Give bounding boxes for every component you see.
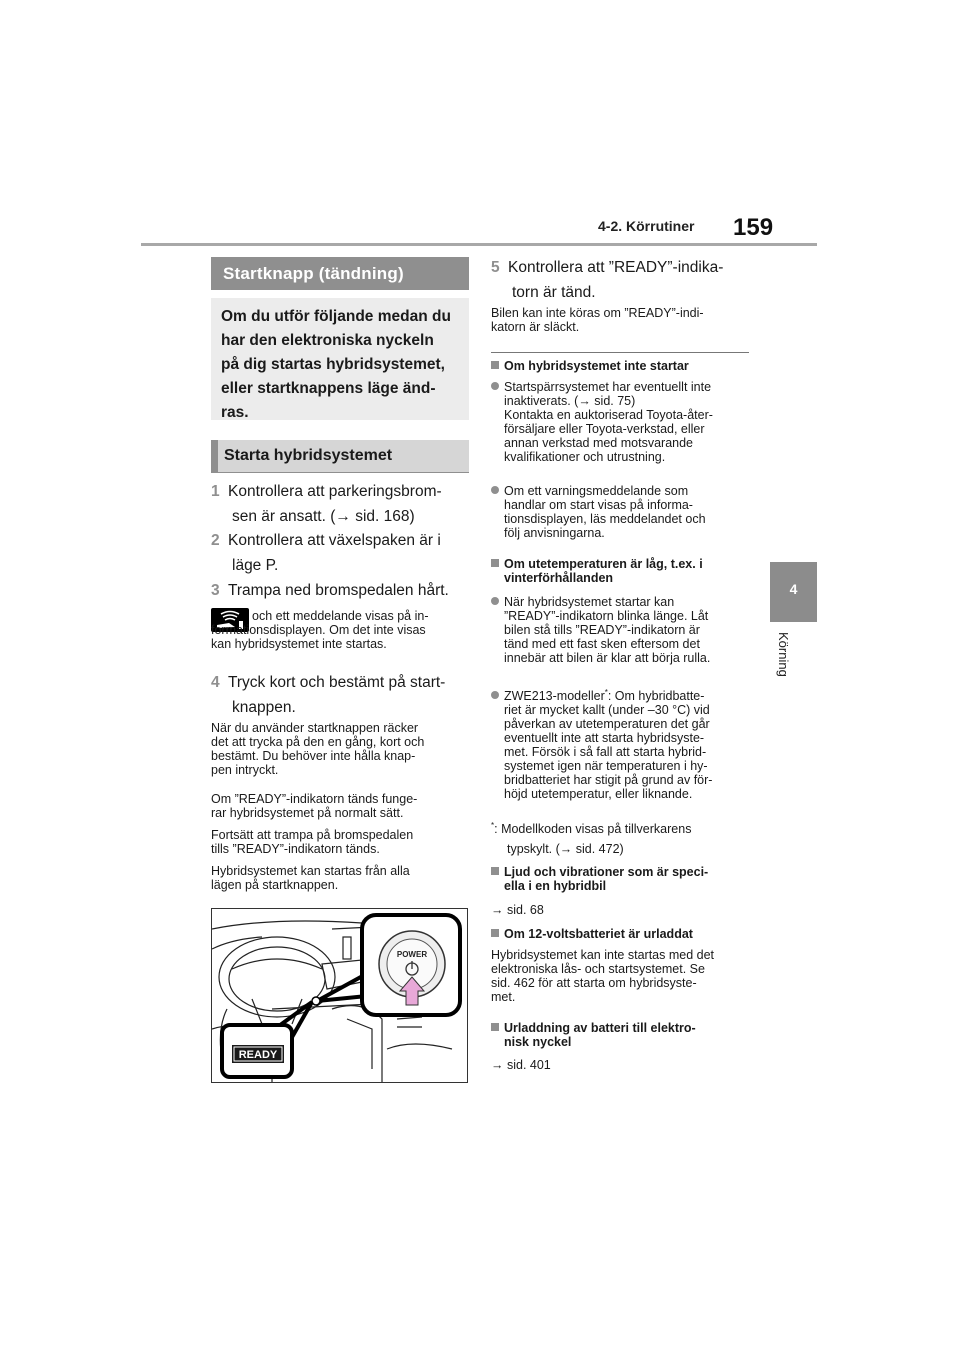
paragraph-line: rar hybridsystemet på normalt sätt. <box>211 806 404 820</box>
footnote <box>491 816 749 859</box>
step-1 <box>211 481 471 528</box>
square-bullet-icon <box>491 1023 499 1031</box>
step-number: 5 <box>491 259 500 276</box>
section-heading-text: Urladdning av batteri till elektro- <box>504 1021 696 1035</box>
bullet-line: påverkan av utetemperaturen det går <box>504 717 710 732</box>
page-number: 159 <box>733 214 774 241</box>
step-4 <box>211 672 471 719</box>
paragraph-line: det att trycka på den en gång, kort och <box>211 735 425 749</box>
paragraph <box>211 828 471 856</box>
step-text: läge P. <box>232 557 279 574</box>
step-5 <box>491 257 749 304</box>
paragraph-line: Om ”READY”-indikatorn tänds funge- <box>211 792 418 806</box>
paragraph-line: Hybridsystemet kan inte startas med det <box>491 948 715 962</box>
note-line: katorn är släckt. <box>491 320 580 334</box>
bullet-line: följ anvisningarna. <box>504 526 605 540</box>
bullet-item <box>491 380 749 464</box>
intro-line: har den elektroniska nyckeln <box>221 332 434 349</box>
step-text: Tryck kort och bestämt på start- <box>228 674 446 691</box>
step-text: knappen. <box>232 699 296 716</box>
paragraph-line: När du använder startknappen räcker <box>211 721 419 735</box>
bullet-line: ZWE213-modeller <box>504 689 605 704</box>
round-bullet-icon <box>491 691 499 699</box>
footnote-text: : Modellkoden visas på tillverkarens <box>494 822 692 837</box>
bullet-line: handlar om start visas på informa- <box>504 498 693 512</box>
note-text: och ett meddelande visas på in- <box>252 609 429 623</box>
intro-line: eller startknappens läge änd- <box>221 380 436 397</box>
step-text: Kontrollera att parkeringsbrom- <box>228 483 442 500</box>
section-heading <box>491 1021 749 1049</box>
main-title: Startknapp (tändning) <box>211 257 469 290</box>
section-rule <box>491 352 749 353</box>
round-bullet-icon <box>491 486 499 494</box>
bullet-line: annan verkstad med motsvarande <box>504 436 693 450</box>
dashboard-illustration <box>211 908 468 1083</box>
reference[interactable]: → sid. 68 <box>491 903 544 917</box>
step-text: sen är ansatt. (→ sid. 168) <box>232 508 415 525</box>
chapter-label <box>776 632 812 692</box>
intro-line: på dig startas hybridsystemet, <box>221 356 445 373</box>
subtitle: Starta hybridsystemet <box>211 440 469 473</box>
note-text: kan hybridsystemet inte startas. <box>211 637 387 651</box>
bullet-item <box>491 595 749 665</box>
step-text: Trampa ned bromspedalen hårt. <box>228 582 449 599</box>
step-number: 3 <box>211 582 220 599</box>
section-heading <box>491 927 749 941</box>
bullet-line: riet är mycket kallt (under –30 °C) vid <box>504 703 710 718</box>
paragraph-line: sid. 462 för att starta om hybridsyste- <box>491 976 697 990</box>
paragraph <box>211 864 471 892</box>
square-bullet-icon <box>491 559 499 567</box>
bullet-line: bilen stå tills ”READY”-indikatorn är <box>504 623 700 637</box>
bullet-line: ”READY”-indikatorn blinka länge. Låt <box>504 609 709 623</box>
note-text: formationsdisplayen. Om det inte visas <box>211 623 426 637</box>
bullet-line: Kontakta en auktoriserad Toyota-åter- <box>504 408 713 422</box>
paragraph-line: lägen på startknappen. <box>211 878 339 892</box>
step-2 <box>211 530 471 577</box>
reference[interactable]: → sid. 401 <box>491 1058 551 1072</box>
bullet-line: met. Försök i så fall att starta hybrid- <box>504 745 707 760</box>
power-button-label: POWER <box>396 950 428 959</box>
bullet-line: försäljare eller Toyota-verkstad, eller <box>504 422 705 436</box>
section-heading-text: vinterförhållanden <box>504 571 614 585</box>
chapter-label-text: Körning <box>776 632 791 677</box>
section-heading <box>491 557 749 585</box>
bullet-line: innebär att bilen är klar att börja rulla. <box>504 651 711 665</box>
square-bullet-icon <box>491 867 499 875</box>
step-text: torn är tänd. <box>512 284 596 301</box>
section-title: 4-2. Körrutiner <box>598 218 695 234</box>
footnote-marker: * <box>491 821 495 830</box>
bullet-item <box>491 686 749 801</box>
ready-indicator-label: READY <box>238 1049 278 1061</box>
intro-box <box>211 298 469 420</box>
bullet-line: När hybridsystemet startar kan <box>504 595 675 609</box>
note-text-block <box>211 623 471 651</box>
section-heading <box>491 865 749 893</box>
paragraph-line: tills ”READY”-indikatorn tänds. <box>211 842 380 856</box>
step-number: 2 <box>211 532 220 549</box>
section-heading-text: Om hybridsystemet inte startar <box>504 359 689 373</box>
round-bullet-icon <box>491 382 499 390</box>
section-heading-text: Om utetemperaturen är låg, t.ex. i <box>504 557 703 571</box>
paragraph <box>211 721 471 777</box>
section-heading-text: Om 12-voltsbatteriet är urladdat <box>504 927 693 941</box>
bullet-line: Startspärrsystemet har eventuellt inte <box>504 380 712 394</box>
bullet-line: bridbatteriet har stigit på grund av för- <box>504 773 713 788</box>
bullet-line: höjd utetemperatur, eller liknande. <box>504 787 693 802</box>
bullet-line: tionsdisplayen, läs meddelandet och <box>504 512 706 526</box>
paragraph-line: Hybridsystemet kan startas från alla <box>211 864 410 878</box>
step-3 <box>211 580 471 602</box>
note-line: Bilen kan inte köras om ”READY”-indi- <box>491 306 704 320</box>
paragraph <box>491 948 749 1004</box>
bullet-line: tänd med ett fast sken eftersom det <box>504 637 700 651</box>
square-bullet-icon <box>491 929 499 937</box>
bullet-line: eventuellt inte att starta hybridsyste- <box>504 731 705 746</box>
intro-line: Om du utför följande medan du <box>221 308 451 325</box>
paragraph-line: pen intryckt. <box>211 763 279 777</box>
intro-line: ras. <box>221 404 249 421</box>
step-text: Kontrollera att växelspaken är i <box>228 532 441 549</box>
section-heading <box>491 359 749 373</box>
bullet-line: kvalifikationer och utrustning. <box>504 450 666 464</box>
paragraph-line: elektroniska lås- och startsystemet. Se <box>491 962 705 976</box>
chapter-number: 4 <box>789 581 798 597</box>
step-number: 4 <box>211 674 220 691</box>
section-heading-text: ella i en hybridbil <box>504 879 607 893</box>
section-heading-text: nisk nyckel <box>504 1035 572 1049</box>
header-rule <box>141 243 817 246</box>
step-number: 1 <box>211 483 220 500</box>
paragraph <box>211 792 471 820</box>
square-bullet-icon <box>491 361 499 369</box>
round-bullet-icon <box>491 597 499 605</box>
section-heading-text: Ljud och vibrationer som är speci- <box>504 865 709 879</box>
step-text: Kontrollera att ”READY”-indika- <box>508 259 724 276</box>
step-5-note <box>491 306 749 334</box>
bullet-line: Om ett varningsmeddelande som <box>504 484 689 498</box>
bullet-item <box>491 484 749 540</box>
paragraph-line: bestämt. Du behöver inte hålla knap- <box>211 749 416 763</box>
bullet-line: systemet igen när temperaturen i hy- <box>504 759 708 774</box>
bullet-line: : Om hybridbatte- <box>607 689 705 704</box>
footnote-marker: * <box>604 688 608 697</box>
paragraph-line: met. <box>491 990 516 1004</box>
bullet-line: inaktiverats. (→ sid. 75) <box>504 394 636 408</box>
paragraph-line: Fortsätt att trampa på bromspedalen <box>211 828 414 842</box>
footnote-text: typskylt. (→ sid. 472) <box>507 842 624 857</box>
